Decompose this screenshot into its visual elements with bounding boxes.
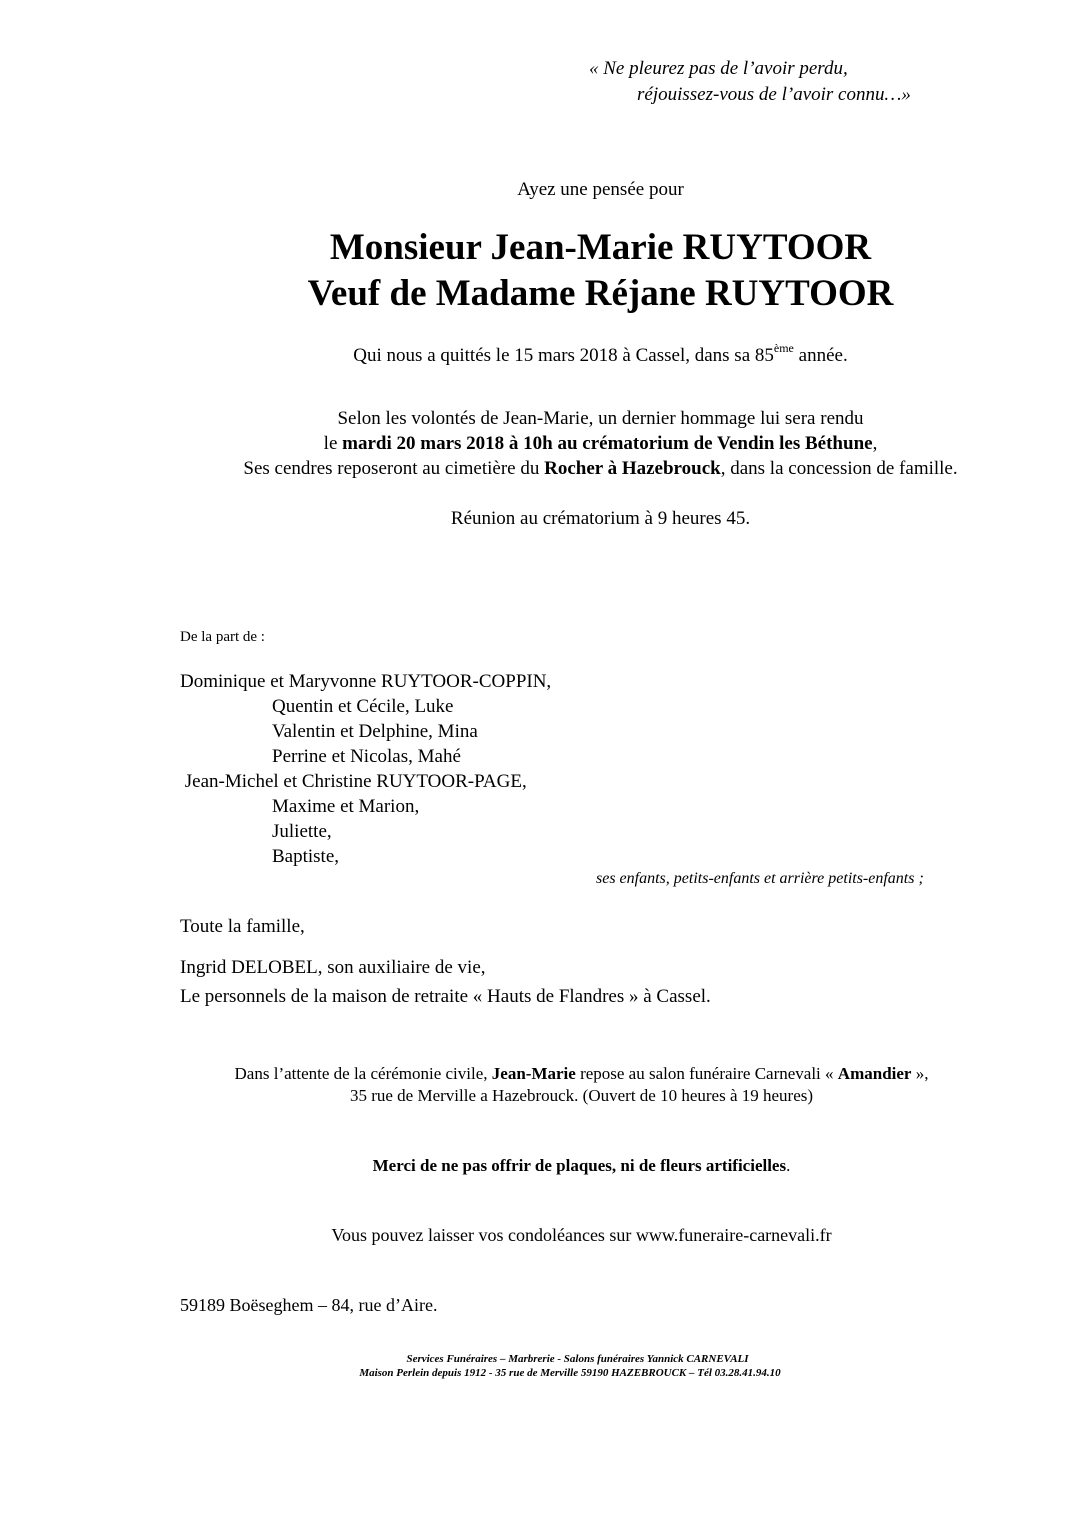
family-member: Valentin et Delphine, Mina	[272, 721, 478, 742]
death-text: Qui nous a quittés le 15 mars 2018 à Cassel, dans sa 85	[353, 345, 774, 366]
visitation-line-1	[0, 1063, 1075, 1085]
ordinal-suffix: ème	[773, 341, 794, 355]
family-member: Perrine et Nicolas, Mahé	[272, 746, 461, 767]
visitation-name: Jean-Marie	[491, 1064, 576, 1083]
ceremony-line-2	[63, 431, 1075, 456]
footer-line-2: Maison Perlein depuis 1912 - 35 rue de Merville 59190 HAZEBROUCK – Tél 03.28.41.94.10	[359, 1367, 781, 1379]
death-text-end: année.	[793, 345, 848, 366]
family-member: Jean-Michel et Christine RUYTOOR-PAGE,	[180, 771, 527, 792]
from-label: De la part de :	[180, 629, 265, 645]
visitation-text-c: repose au salon funéraire Carnevali «	[575, 1064, 838, 1083]
all-family: Toute la famille,	[180, 916, 305, 937]
family-caption: ses enfants, petits-enfants et arrière petits-enfants ;	[596, 870, 924, 887]
widower-of: Veuf de Madame Réjane RUYTOOR	[307, 273, 894, 314]
no-flowers-suffix: .	[786, 1156, 791, 1175]
visitation-line-2: 35 rue de Merville a Hazebrouck. (Ouvert de 10 heures à 19 heures)	[349, 1086, 814, 1105]
death-notice	[63, 343, 1075, 368]
ashes-prefix: Ses cendres reposeront au cimetière du	[243, 458, 545, 479]
family-member: Juliette,	[272, 821, 332, 842]
cemetery-name: Rocher à Hazebrouck	[544, 458, 721, 479]
family-member: Dominique et Maryvonne RUYTOOR-COPPIN,	[180, 671, 552, 692]
family-member: Maxime et Marion,	[272, 796, 420, 817]
care-home-staff: Le personnels de la maison de retraite « Hauts de Flandres » à Cassel.	[180, 986, 711, 1007]
no-flowers-text: Merci de ne pas offrir de plaques, ni de fleurs artificielles	[372, 1156, 787, 1175]
family-member: Quentin et Cécile, Luke	[272, 696, 454, 717]
intro-text: Ayez une pensée pour	[517, 179, 684, 200]
condolences-text: Vous pouvez laisser vos condoléances sur www.funeraire-carnevali.fr	[331, 1225, 832, 1245]
epigraph-line-1: « Ne pleurez pas de l’avoir perdu,	[589, 58, 848, 79]
reunion-time: Réunion au crématorium à 9 heures 45.	[450, 508, 751, 529]
visitation-text-a: Dans l’attente de la cérémonie civile,	[234, 1064, 492, 1083]
footer-line-1: Services Funéraires – Marbrerie - Salons funéraires Yannick CARNEVALI	[406, 1353, 749, 1365]
salon-name: Amandier	[837, 1064, 912, 1083]
no-flowers-notice	[0, 1156, 1075, 1176]
ashes-suffix: , dans la concession de famille.	[720, 458, 958, 479]
caregiver: Ingrid DELOBEL, son auxiliaire de vie,	[180, 957, 486, 978]
ceremony-line-3	[63, 456, 1075, 481]
ceremony-date-place: mardi 20 mars 2018 à 10h au crématorium de Vendin les Béthune	[342, 433, 873, 454]
deceased-name: Monsieur Jean-Marie RUYTOOR	[329, 227, 872, 268]
family-member: Baptiste,	[272, 846, 340, 867]
visitation-text-e: »,	[911, 1064, 929, 1083]
epigraph-line-2: réjouissez-vous de l’avoir connu…»	[637, 84, 911, 105]
family-address: 59189 Boëseghem – 84, rue d’Aire.	[180, 1295, 438, 1315]
ceremony-line-1: Selon les volontés de Jean-Marie, un dernier hommage lui sera rendu	[337, 408, 864, 429]
ceremony-prefix: le	[323, 433, 343, 454]
ceremony-suffix: ,	[872, 433, 878, 454]
